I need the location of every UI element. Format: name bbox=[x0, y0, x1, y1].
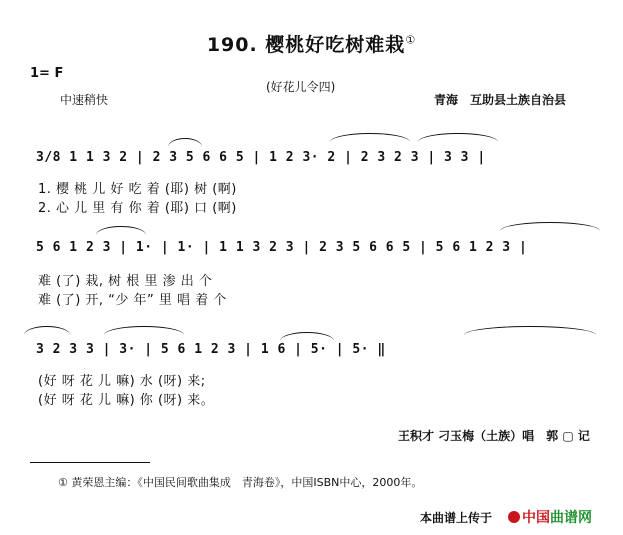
lyric-line-2-verse-1: 难 (了) 栽, 树 根 里 渗 出 个 bbox=[38, 274, 213, 289]
logo-text-net: 曲谱网 bbox=[550, 510, 592, 526]
slur bbox=[418, 133, 498, 142]
notation-line-2: 5 6 1 2 3 | 1· | 1· | 1 1 3 2 3 | 2 3 5 6 6 5 | 5 6 1 2 3 | bbox=[36, 240, 528, 255]
footnote: ① 黄荣恩主编：《中国民间歌曲集成 青海卷》，中国ISBN中心，2000年。 bbox=[58, 476, 423, 489]
slur bbox=[280, 332, 334, 341]
page-title bbox=[0, 30, 623, 57]
logo-text-main: 中国 bbox=[522, 510, 550, 526]
slur bbox=[500, 222, 600, 231]
lyric-line-3-verse-2: (好 呀 花 儿 嘛) 你 (呀) 来。 bbox=[38, 393, 215, 408]
upload-note: 本曲谱上传于 bbox=[420, 511, 493, 525]
subtitle: (好花儿令四) bbox=[266, 80, 336, 94]
lyric-line-2-verse-2: 难 (了) 开, “少 年” 里 唱 着 个 bbox=[38, 293, 227, 308]
lyric-line-3-verse-1: (好 呀 花 儿 嘛) 水 (呀) 来; bbox=[38, 374, 206, 389]
slur bbox=[168, 138, 202, 147]
title-footnote-mark: ① bbox=[405, 33, 417, 47]
lyric-line-1-verse-1: 1. 樱 桃 儿 好 吃 着 (耶) 树 (啊) bbox=[38, 182, 237, 197]
logo-badge-icon bbox=[508, 511, 520, 523]
slur bbox=[464, 326, 596, 335]
tempo-marking: 中速稍快 bbox=[60, 93, 109, 107]
site-logo bbox=[508, 507, 592, 527]
notation-line-1: 3/8 1 1 3 2 | 2 3 5 6 6 5 | 1 2 3· 2 | 2 3 2 3 | 3 3 | bbox=[36, 150, 486, 165]
footnote-divider bbox=[30, 462, 150, 463]
notation-line-3: 3 2 3 3 | 3· | 5 6 1 2 3 | 1 6 | 5· | 5· ‖ bbox=[36, 342, 386, 357]
lyric-line-1-verse-2: 2. 心 儿 里 有 你 着 (耶) 口 (啊) bbox=[38, 201, 237, 216]
performer-credits: 王积才 刁玉梅（土族）唱 郭 ▢ 记 bbox=[398, 429, 590, 443]
slur bbox=[104, 326, 184, 335]
title-text: 190. 樱桃好吃树难栽 bbox=[206, 34, 406, 56]
slur bbox=[24, 326, 70, 335]
region-label: 青海 互助县土族自治县 bbox=[434, 93, 567, 107]
slur bbox=[330, 133, 410, 142]
slur bbox=[96, 226, 146, 235]
key-signature: 1= F bbox=[30, 66, 64, 81]
